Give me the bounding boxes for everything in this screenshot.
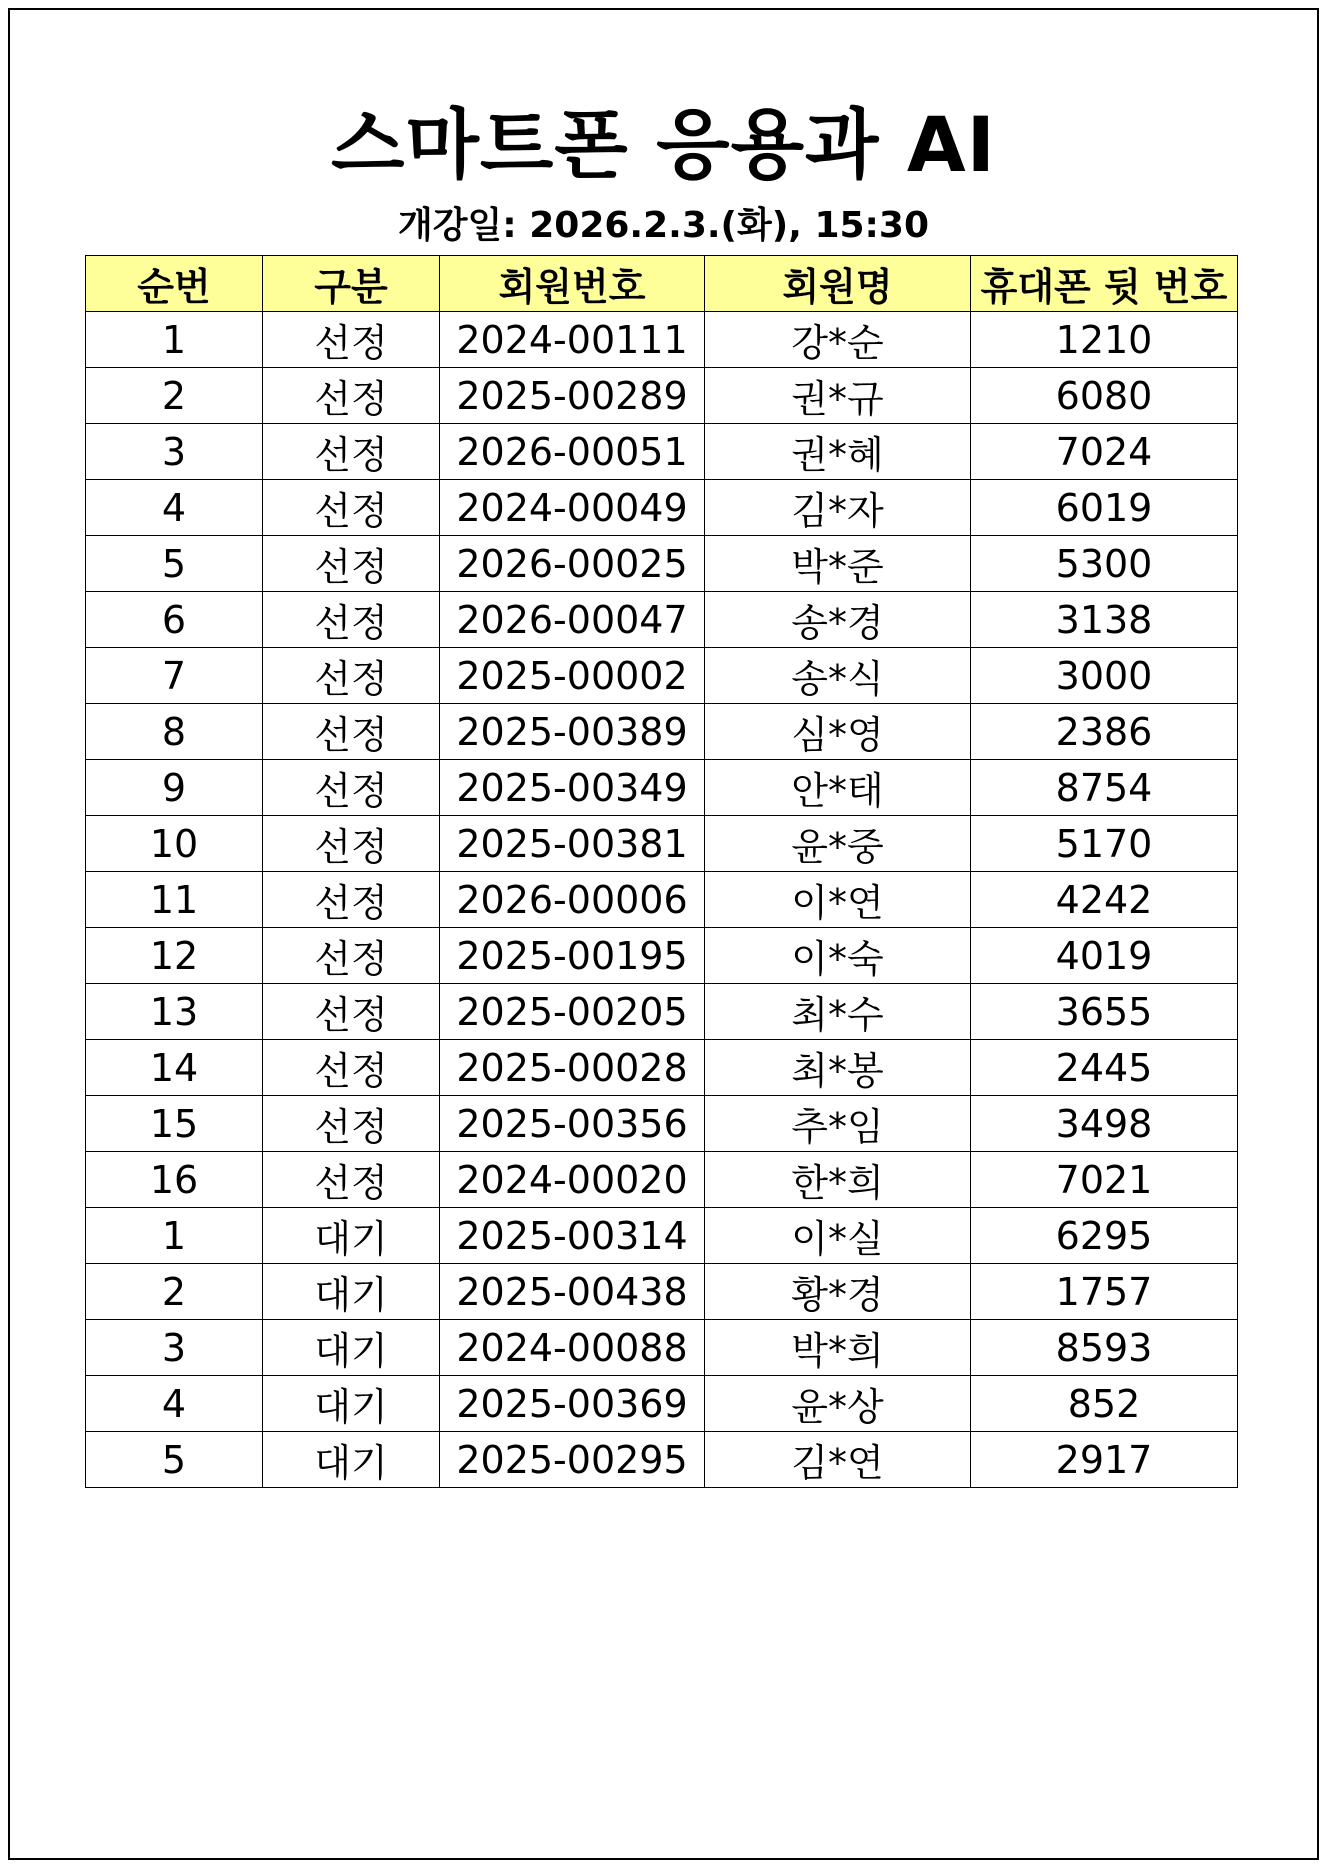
cell-category: 대기 (263, 1376, 440, 1432)
cell-member-id: 2024-00020 (440, 1152, 705, 1208)
cell-member-name: 송*식 (705, 648, 971, 704)
cell-member-name: 한*희 (705, 1152, 971, 1208)
cell-category: 선정 (263, 480, 440, 536)
cell-category: 선정 (263, 536, 440, 592)
cell-member-id: 2025-00195 (440, 928, 705, 984)
table-row (86, 592, 1238, 648)
cell-member-name: 심*영 (705, 704, 971, 760)
cell-seq: 6 (86, 592, 263, 648)
cell-member-id: 2025-00002 (440, 648, 705, 704)
table-row (86, 928, 1238, 984)
table-row (86, 1208, 1238, 1264)
cell-phone-last: 7024 (971, 424, 1238, 480)
table-body (86, 312, 1238, 1488)
cell-phone-last: 5300 (971, 536, 1238, 592)
header-phone-last: 휴대폰 뒷 번호 (971, 256, 1238, 312)
cell-seq: 2 (86, 368, 263, 424)
cell-category: 선정 (263, 704, 440, 760)
cell-phone-last: 2386 (971, 704, 1238, 760)
table-row (86, 816, 1238, 872)
cell-member-name: 윤*중 (705, 816, 971, 872)
cell-member-id: 2026-00025 (440, 536, 705, 592)
cell-member-id: 2025-00314 (440, 1208, 705, 1264)
cell-phone-last: 7021 (971, 1152, 1238, 1208)
cell-phone-last: 6019 (971, 480, 1238, 536)
cell-category: 선정 (263, 760, 440, 816)
table-row (86, 536, 1238, 592)
cell-category: 대기 (263, 1320, 440, 1376)
cell-seq: 5 (86, 1432, 263, 1488)
cell-seq: 3 (86, 1320, 263, 1376)
cell-category: 선정 (263, 872, 440, 928)
cell-phone-last: 1757 (971, 1264, 1238, 1320)
cell-phone-last: 2445 (971, 1040, 1238, 1096)
cell-member-name: 최*수 (705, 984, 971, 1040)
cell-phone-last: 5170 (971, 816, 1238, 872)
table-row (86, 1376, 1238, 1432)
cell-seq: 13 (86, 984, 263, 1040)
cell-seq: 5 (86, 536, 263, 592)
table-row (86, 984, 1238, 1040)
table-row (86, 312, 1238, 368)
cell-seq: 1 (86, 312, 263, 368)
cell-seq: 15 (86, 1096, 263, 1152)
cell-phone-last: 4242 (971, 872, 1238, 928)
cell-member-id: 2025-00028 (440, 1040, 705, 1096)
course-start-date: 개강일: 2026.2.3.(화), 15:30 (397, 205, 930, 246)
cell-seq: 3 (86, 424, 263, 480)
cell-seq: 11 (86, 872, 263, 928)
table-row (86, 1320, 1238, 1376)
table-row (86, 480, 1238, 536)
cell-category: 대기 (263, 1208, 440, 1264)
cell-category: 선정 (263, 1040, 440, 1096)
cell-member-name: 박*희 (705, 1320, 971, 1376)
cell-phone-last: 3498 (971, 1096, 1238, 1152)
cell-member-name: 강*순 (705, 312, 971, 368)
table-row (86, 760, 1238, 816)
header-member-id: 회원번호 (440, 256, 705, 312)
cell-member-id: 2024-00049 (440, 480, 705, 536)
cell-member-id: 2025-00349 (440, 760, 705, 816)
cell-phone-last: 8754 (971, 760, 1238, 816)
cell-phone-last: 3138 (971, 592, 1238, 648)
cell-category: 대기 (263, 1264, 440, 1320)
cell-seq: 1 (86, 1208, 263, 1264)
cell-category: 선정 (263, 648, 440, 704)
cell-member-name: 윤*상 (705, 1376, 971, 1432)
cell-category: 선정 (263, 1152, 440, 1208)
cell-category: 선정 (263, 368, 440, 424)
cell-member-id: 2024-00088 (440, 1320, 705, 1376)
cell-member-id: 2026-00006 (440, 872, 705, 928)
cell-member-id: 2026-00051 (440, 424, 705, 480)
cell-member-id: 2025-00295 (440, 1432, 705, 1488)
table-row (86, 1264, 1238, 1320)
cell-member-id: 2025-00356 (440, 1096, 705, 1152)
table-row (86, 1096, 1238, 1152)
cell-phone-last: 2917 (971, 1432, 1238, 1488)
cell-category: 선정 (263, 424, 440, 480)
cell-member-name: 안*태 (705, 760, 971, 816)
table-row (86, 368, 1238, 424)
cell-category: 대기 (263, 1432, 440, 1488)
header-category: 구분 (263, 256, 440, 312)
cell-phone-last: 6080 (971, 368, 1238, 424)
cell-member-id: 2024-00111 (440, 312, 705, 368)
cell-phone-last: 3655 (971, 984, 1238, 1040)
cell-member-id: 2025-00438 (440, 1264, 705, 1320)
member-table (85, 255, 1238, 1488)
cell-member-name: 박*준 (705, 536, 971, 592)
table-row (86, 1040, 1238, 1096)
cell-seq: 10 (86, 816, 263, 872)
cell-phone-last: 3000 (971, 648, 1238, 704)
cell-member-name: 황*경 (705, 1264, 971, 1320)
cell-member-name: 송*경 (705, 592, 971, 648)
cell-seq: 14 (86, 1040, 263, 1096)
table-row (86, 1152, 1238, 1208)
cell-category: 선정 (263, 592, 440, 648)
cell-member-id: 2025-00381 (440, 816, 705, 872)
cell-seq: 4 (86, 480, 263, 536)
header-member-name: 회원명 (705, 256, 971, 312)
cell-member-id: 2025-00389 (440, 704, 705, 760)
table-header-row (86, 256, 1238, 312)
table-row (86, 648, 1238, 704)
cell-phone-last: 1210 (971, 312, 1238, 368)
cell-category: 선정 (263, 984, 440, 1040)
table-row (86, 1432, 1238, 1488)
cell-seq: 16 (86, 1152, 263, 1208)
cell-member-id: 2025-00289 (440, 368, 705, 424)
cell-category: 선정 (263, 816, 440, 872)
cell-seq: 2 (86, 1264, 263, 1320)
page-title: 스마트폰 응용과 AI (331, 100, 996, 189)
cell-phone-last: 4019 (971, 928, 1238, 984)
cell-member-name: 추*임 (705, 1096, 971, 1152)
cell-category: 선정 (263, 928, 440, 984)
cell-member-id: 2025-00369 (440, 1376, 705, 1432)
cell-member-name: 최*봉 (705, 1040, 971, 1096)
cell-member-name: 권*규 (705, 368, 971, 424)
cell-member-name: 이*실 (705, 1208, 971, 1264)
cell-seq: 12 (86, 928, 263, 984)
cell-seq: 8 (86, 704, 263, 760)
cell-phone-last: 8593 (971, 1320, 1238, 1376)
cell-category: 선정 (263, 1096, 440, 1152)
cell-phone-last: 6295 (971, 1208, 1238, 1264)
cell-member-name: 김*연 (705, 1432, 971, 1488)
table-row (86, 424, 1238, 480)
cell-member-name: 권*혜 (705, 424, 971, 480)
cell-category: 선정 (263, 312, 440, 368)
cell-seq: 9 (86, 760, 263, 816)
cell-member-name: 김*자 (705, 480, 971, 536)
cell-phone-last: 852 (971, 1376, 1238, 1432)
table-row (86, 872, 1238, 928)
cell-member-id: 2025-00205 (440, 984, 705, 1040)
header-seq: 순번 (86, 256, 263, 312)
cell-member-name: 이*연 (705, 872, 971, 928)
cell-seq: 4 (86, 1376, 263, 1432)
cell-member-id: 2026-00047 (440, 592, 705, 648)
cell-seq: 7 (86, 648, 263, 704)
cell-member-name: 이*숙 (705, 928, 971, 984)
table-row (86, 704, 1238, 760)
